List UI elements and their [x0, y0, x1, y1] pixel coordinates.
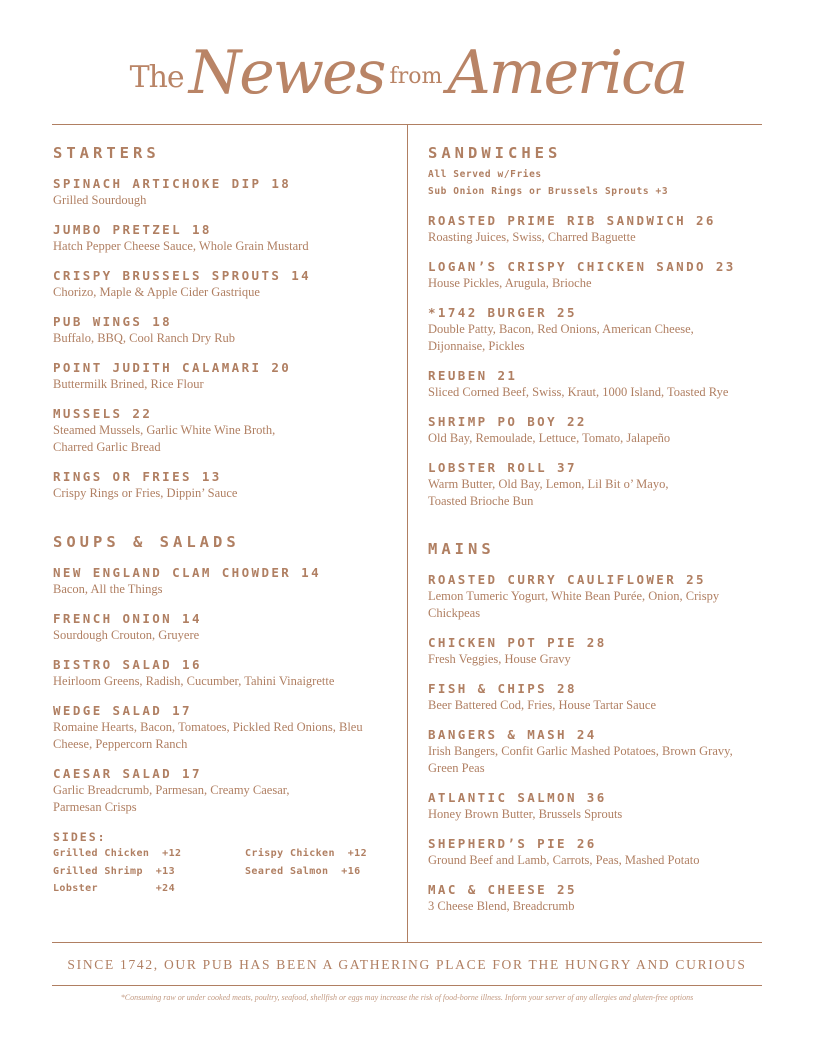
item-name: LOGAN’S CRISPY CHICKEN SANDO 23	[428, 259, 736, 274]
side-item: Grilled Shrimp +13	[53, 865, 175, 877]
menu-item	[428, 727, 768, 777]
item-desc: Crispy Rings or Fries, Dippin’ Sauce	[53, 486, 238, 500]
item-desc: Chorizo, Maple & Apple Cider Gastrique	[53, 285, 260, 299]
item-desc: Hatch Pepper Cheese Sauce, Whole Grain Mustard	[53, 239, 309, 253]
menu-item	[428, 836, 768, 869]
side-item: Grilled Chicken +12	[53, 848, 182, 859]
item-desc: Roasting Juices, Swiss, Charred Baguette	[428, 230, 636, 244]
item-name: SHRIMP PO BOY 22	[428, 414, 587, 429]
item-name: BISTRO SALAD 16	[53, 657, 202, 672]
item-desc: Irish Bangers, Confit Garlic Mashed Potatoes, Brown Gravy, Green Peas	[428, 744, 733, 775]
item-name: NEW ENGLAND CLAM CHOWDER 14	[53, 565, 321, 580]
title-newes: Newes	[188, 38, 385, 108]
item-desc: Double Patty, Bacon, Red Onions, American Cheese, Dijonnaise, Pickles	[428, 322, 694, 353]
sandwiches-section	[428, 144, 768, 523]
item-desc: Heirloom Greens, Radish, Cucumber, Tahini Vinaigrette	[53, 674, 335, 688]
item-desc: Buttermilk Brined, Rice Flour	[53, 377, 204, 391]
item-name: *1742 BURGER 25	[428, 305, 577, 320]
item-name: REUBEN 21	[428, 368, 518, 383]
sides-title: SIDES:	[53, 830, 107, 844]
sides-list	[53, 845, 393, 898]
title-from: from	[389, 64, 443, 89]
item-desc: Buffalo, BBQ, Cool Ranch Dry Rub	[53, 331, 236, 345]
menu-item	[53, 703, 393, 753]
mains-section	[428, 540, 768, 928]
item-name: FISH & CHIPS 28	[428, 681, 577, 696]
item-desc: Garlic Breadcrumb, Parmesan, Creamy Caesar, Parmesan Crisps	[53, 783, 290, 814]
side-item: Lobster +24	[53, 883, 175, 894]
menu-item	[53, 314, 393, 347]
title-the: The	[129, 60, 184, 95]
footer-tagline: SINCE 1742, OUR PUB HAS BEEN A GATHERING PLACE FOR THE HUNGRY AND CURIOUS	[67, 957, 747, 972]
item-desc: Bacon, All the Things	[53, 582, 163, 596]
menu-item	[428, 882, 768, 915]
item-desc: Old Bay, Remoulade, Lettuce, Tomato, Jalapeño	[428, 431, 671, 445]
item-name: CAESAR SALAD 17	[53, 766, 202, 781]
column-divider	[407, 124, 408, 942]
item-name: JUMBO PRETZEL 18	[53, 222, 212, 237]
menu-item	[428, 259, 768, 292]
menu-item	[428, 681, 768, 714]
menu-item	[53, 469, 393, 502]
item-name: WEDGE SALAD 17	[53, 703, 192, 718]
menu-item	[428, 460, 768, 510]
menu-item	[53, 766, 393, 816]
item-desc: Steamed Mussels, Garlic White Wine Broth, Charred Garlic Bread	[53, 423, 276, 454]
item-desc: Romaine Hearts, Bacon, Tomatoes, Pickled Red Onions, Bleu Cheese, Peppercorn Ranch	[53, 720, 363, 751]
menu-item	[53, 268, 393, 301]
item-name: MUSSELS 22	[53, 406, 153, 421]
item-name: ATLANTIC SALMON 36	[428, 790, 607, 805]
side-item: Crispy Chicken +12	[245, 848, 367, 859]
item-desc: Fresh Veggies, House Gravy	[428, 652, 571, 666]
sandwiches-note: All Served w/Fries	[428, 169, 542, 180]
footer-divider-top	[52, 942, 762, 943]
menu-item	[53, 657, 393, 690]
menu-item	[53, 360, 393, 393]
item-name: PUB WINGS 18	[53, 314, 173, 329]
item-desc: Ground Beef and Lamb, Carrots, Peas, Mashed Potato	[428, 853, 700, 867]
item-name: POINT JUDITH CALAMARI 20	[53, 360, 292, 375]
footer-divider-bottom	[52, 985, 762, 986]
soups-salads-section	[53, 533, 393, 898]
menu-item	[428, 790, 768, 823]
menu-item	[428, 305, 768, 355]
starters-title: STARTERS	[53, 144, 160, 162]
item-desc: Honey Brown Butter, Brussels Sprouts	[428, 807, 623, 821]
menu-item	[53, 406, 393, 456]
menu-item	[53, 176, 393, 209]
restaurant-title	[0, 38, 816, 108]
item-name: ROASTED CURRY CAULIFLOWER 25	[428, 572, 706, 587]
sandwiches-title: SANDWICHES	[428, 144, 562, 162]
item-name: ROASTED PRIME RIB SANDWICH 26	[428, 213, 716, 228]
item-desc: Sourdough Crouton, Gruyere	[53, 628, 200, 642]
item-name: RINGS OR FRIES 13	[53, 469, 222, 484]
menu-item	[53, 222, 393, 255]
item-name: FRENCH ONION 14	[53, 611, 202, 626]
item-desc: 3 Cheese Blend, Breadcrumb	[428, 899, 575, 913]
item-desc: Lemon Tumeric Yogurt, White Bean Purée, Onion, Crispy Chickpeas	[428, 589, 720, 620]
menu-item	[428, 368, 768, 401]
soups-salads-title: SOUPS & SALADS	[53, 533, 240, 551]
item-desc: Beer Battered Cod, Fries, House Tartar Sauce	[428, 698, 656, 712]
item-name: CHICKEN POT PIE 28	[428, 635, 607, 650]
item-name: BANGERS & MASH 24	[428, 727, 597, 742]
item-desc: Warm Butter, Old Bay, Lemon, Lil Bit o’ Mayo, Toasted Brioche Bun	[428, 477, 669, 508]
menu-item	[428, 414, 768, 447]
mains-title: MAINS	[428, 540, 495, 558]
sandwiches-sub-note: Sub Onion Rings or Brussels Sprouts +3	[428, 186, 669, 197]
item-desc: Grilled Sourdough	[53, 193, 147, 207]
title-america: America	[447, 38, 687, 108]
menu-item	[53, 565, 393, 598]
menu-item	[53, 611, 393, 644]
menu-item	[428, 635, 768, 668]
item-desc: House Pickles, Arugula, Brioche	[428, 276, 592, 290]
item-name: CRISPY BRUSSELS SPROUTS 14	[53, 268, 312, 283]
item-name: LOBSTER ROLL 37	[428, 460, 577, 475]
starters-section	[53, 144, 393, 515]
item-name: SHEPHERD’S PIE 26	[428, 836, 597, 851]
menu-item	[428, 213, 768, 246]
item-name: MAC & CHEESE 25	[428, 882, 577, 897]
menu-item	[428, 572, 768, 622]
footer-disclaimer: *Consuming raw or under cooked meats, poultry, seafood, shellfish or eggs may increase the risk of food-borne illness. Inform your server of any allergies and gluten-free options	[120, 993, 694, 1002]
item-name: SPINACH ARTICHOKE DIP 18	[53, 176, 292, 191]
side-item: Seared Salmon +16	[245, 865, 361, 877]
item-desc: Sliced Corned Beef, Swiss, Kraut, 1000 Island, Toasted Rye	[428, 385, 729, 399]
